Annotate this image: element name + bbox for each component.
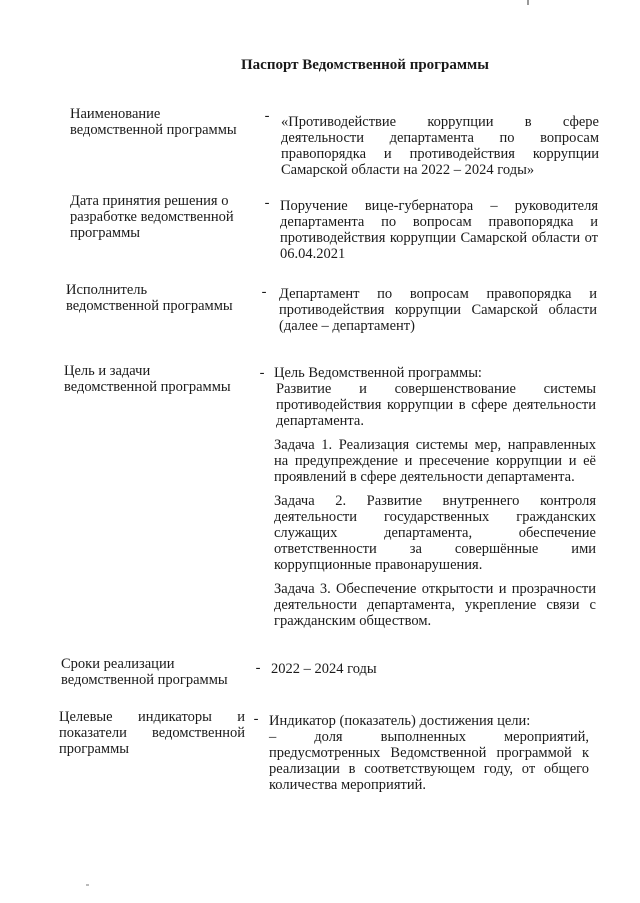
dash-implementation-period: - xyxy=(255,660,261,676)
value-executor: Департамент по вопросам правопорядка и противодействия коррупции Самарской области (далее – департамент) xyxy=(279,286,597,334)
label-decision-date: Дата принятия решения о разработке ведомственной программы xyxy=(70,193,234,241)
label-implementation-period: Сроки реализации ведомственной программы xyxy=(61,656,228,688)
indicator-heading: Индикатор (показатель) достижения цели: xyxy=(269,713,531,729)
value-program-name: «Противодействие коррупции в сфере деятельности департамента по вопросам правопорядка и противодействия коррупции Самарской области на 2022 – 2024 годы» xyxy=(281,114,599,178)
dash-target-indicators: - xyxy=(253,711,259,727)
dash-program-name: - xyxy=(264,108,270,124)
task-3: Задача 3. Обеспечение открытости и прозрачности деятельности департамента, укрепление связи с гражданским обществом. xyxy=(274,581,596,629)
target-indicators-block xyxy=(269,713,589,793)
task-2: Задача 2. Развитие внутреннего контроля деятельности государственных гражданских служащих департамента, обеспечение ответственности за совершённые ими коррупционные правонарушения. xyxy=(274,493,596,573)
value-implementation-period: 2022 – 2024 годы xyxy=(271,661,377,677)
value-decision-date: Поручение вице-губернатора – руководителя департамента по вопросам правопорядка и противодействия коррупции Самарской области от 06.04.2021 xyxy=(280,198,598,262)
goal-text: Развитие и совершенствование системы противодействия коррупции в сфере деятельности департамента. xyxy=(276,381,596,429)
task-1: Задача 1. Реализация системы мер, направленных на предупреждение и пресечение коррупции и её проявлений в сфере деятельности департамента. xyxy=(274,437,596,485)
dash-executor: - xyxy=(261,284,267,300)
label-goals-tasks: Цель и задачи ведомственной программы xyxy=(64,363,231,395)
dash-decision-date: - xyxy=(264,195,270,211)
indicator-text: – доля выполненных мероприятий, предусмотренных Ведомственной программой к реализации в соответствующем году, от общего количества мероприятий. xyxy=(269,729,589,793)
goal-heading: Цель Ведомственной программы: xyxy=(274,365,482,381)
goals-tasks-block xyxy=(274,365,596,629)
page-title: Паспорт Ведомственной программы xyxy=(241,57,489,73)
label-program-name: Наименование ведомственной программы xyxy=(70,106,237,138)
scan-mark xyxy=(527,0,529,5)
label-executor: Исполнитель ведомственной программы xyxy=(66,282,233,314)
scan-mark-bottom xyxy=(86,884,89,886)
dash-goals-tasks: - xyxy=(259,365,265,381)
label-target-indicators: Целевые индикаторы и показатели ведомственной программы xyxy=(59,709,245,757)
